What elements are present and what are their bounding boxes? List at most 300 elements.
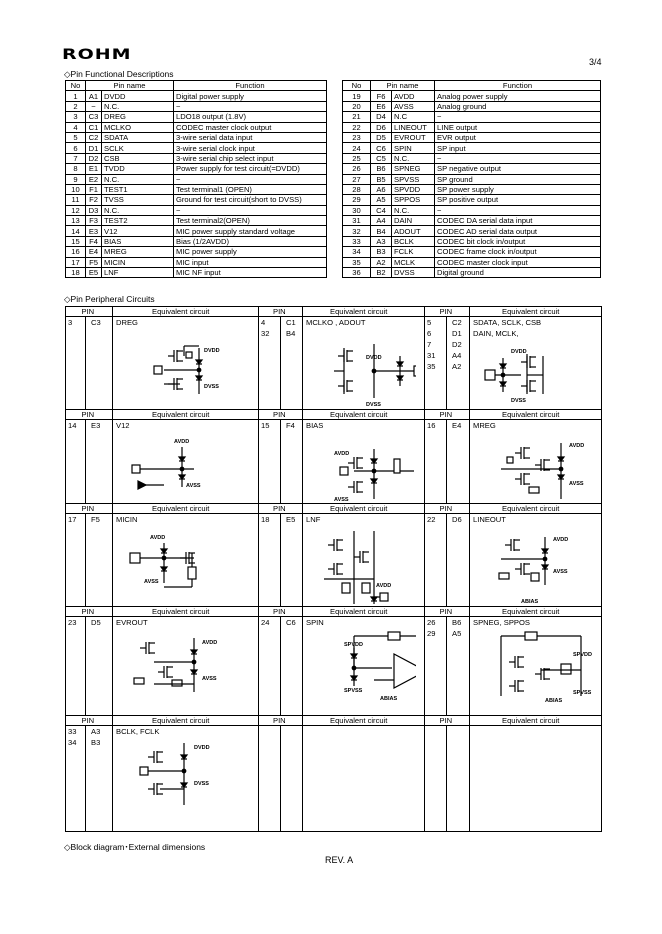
circuit-rail-label: DVSS (204, 384, 219, 390)
column-header-pin: PIN (273, 410, 286, 419)
pin-names: BIAS (306, 421, 324, 430)
circuit-rail-label: ABIAS (545, 698, 563, 704)
column-header-pin: PIN (273, 607, 286, 616)
ball-id: B3 (371, 247, 392, 257)
pin-no: 25 (343, 153, 371, 163)
ball-id: C2 (452, 318, 462, 327)
pin-number: 34 (68, 738, 77, 747)
pin-no: 14 (66, 226, 86, 236)
pin-name: SCLK (102, 143, 174, 153)
circuit-rail-label: AVDD (150, 535, 166, 541)
column-header-equivalent-circuit: Equivalent circuit (152, 607, 210, 616)
column-header-equivalent-circuit: Equivalent circuit (330, 410, 388, 419)
pin-function: 3-wire serial clock input (174, 143, 327, 153)
ball-id: B3 (91, 738, 101, 747)
table-row (66, 153, 327, 163)
column-header-equivalent-circuit: Equivalent circuit (502, 607, 560, 616)
column-header-equivalent-circuit: Equivalent circuit (502, 716, 560, 725)
grid-line (601, 306, 602, 832)
table-row (66, 122, 327, 132)
pin-number: 3 (68, 318, 73, 327)
rohm-logo: ROHM (62, 46, 132, 63)
pin-name: N.C. (392, 153, 435, 163)
column-header-equivalent-circuit: Equivalent circuit (152, 504, 210, 513)
grid-line (85, 513, 86, 606)
pin-name: DVDD (102, 91, 174, 101)
pin-no: 8 (66, 164, 86, 174)
ball-id: F5 (86, 257, 102, 267)
column-header-pin: PIN (81, 504, 95, 513)
pin-number: 32 (261, 329, 270, 338)
pin-name: N.C. (102, 174, 174, 184)
grid-line (302, 409, 303, 503)
block-diagram-title: ◇Block diagram･External dimensions (64, 842, 206, 852)
pin-name: AVDD (392, 91, 435, 101)
circuit-rail-label: AVDD (569, 443, 585, 449)
circuit-rail-label: AVSS (144, 579, 159, 585)
pin-function: MIC power supply (174, 247, 327, 257)
pin-names: SPIN (306, 618, 324, 627)
column-header-equivalent-circuit: Equivalent circuit (502, 504, 560, 513)
grid-line (302, 715, 303, 831)
pin-function: − (174, 101, 327, 111)
column-header-pin: PIN (81, 607, 95, 616)
circuit-rail-label: AVSS (186, 483, 201, 489)
pin-no: 12 (66, 205, 86, 215)
pin-no: 18 (66, 268, 86, 278)
ball-id: E1 (86, 164, 102, 174)
ball-id: C6 (371, 143, 392, 153)
circuit-rail-label: DVDD (194, 745, 210, 751)
column-header-equivalent-circuit: Equivalent circuit (152, 410, 210, 419)
column-header-equivalent-circuit: Equivalent circuit (502, 307, 560, 316)
ball-id: D4 (371, 112, 392, 122)
ball-id: B6 (371, 164, 392, 174)
ball-id: B4 (286, 329, 296, 338)
circuit-rail-label: ABIAS (380, 696, 398, 702)
ball-id: F3 (86, 216, 102, 226)
table-row (343, 101, 601, 111)
circuit-rail-label: AVDD (174, 439, 190, 445)
grid-line (424, 409, 425, 503)
ball-id: A5 (452, 629, 462, 638)
ball-id: A3 (91, 727, 101, 736)
table-row (343, 268, 601, 278)
pin-function: CODEC DA serial data input (435, 216, 601, 226)
pin-function: CODEC master clock output (174, 122, 327, 132)
grid-line (258, 409, 259, 503)
pin-function: CODEC AD serial data output (435, 226, 601, 236)
pin-function: − (435, 153, 601, 163)
pin-name: SPPOS (392, 195, 435, 205)
ball-id: B2 (371, 268, 392, 278)
ball-id: F1 (86, 184, 102, 194)
ball-id: C4 (371, 205, 392, 215)
pin-function: MIC power supply standard voltage (174, 226, 327, 236)
table-row (66, 268, 327, 278)
ball-id: C3 (86, 112, 102, 122)
equivalent-circuit-diagram (481, 626, 593, 713)
column-header-pin: PIN (439, 504, 453, 513)
grid-line (302, 503, 303, 606)
circuit-rail-label: AVDD (202, 640, 218, 646)
pin-no: 36 (343, 268, 371, 278)
column-header-equivalent-circuit: Equivalent circuit (330, 504, 388, 513)
pin-no: 4 (66, 122, 86, 132)
pin-function: EVR output (435, 132, 601, 142)
ball-id: E3 (86, 226, 102, 236)
table-row (66, 236, 327, 246)
table-row (66, 174, 327, 184)
pin-names: DREG (116, 318, 138, 327)
equivalent-circuit-diagram (314, 326, 416, 407)
ball-id: D1 (86, 143, 102, 153)
pin-number: 17 (68, 515, 77, 524)
ball-id: E4 (86, 247, 102, 257)
equivalent-circuit-diagram (124, 429, 250, 501)
pin-name: N.C. (102, 205, 174, 215)
ball-id: E5 (86, 268, 102, 278)
pin-no: 10 (66, 184, 86, 194)
pin-names: V12 (116, 421, 130, 430)
pin-function: Analog power supply (435, 91, 601, 101)
pin-function: − (174, 205, 327, 215)
pin-no: 6 (66, 143, 86, 153)
table-row (343, 164, 601, 174)
pin-name: SPVDD (392, 184, 435, 194)
pin-number: 5 (427, 318, 432, 327)
ball-id: D3 (86, 205, 102, 215)
table-row (66, 143, 327, 153)
pin-no: 23 (343, 132, 371, 142)
pin-name: V12 (102, 226, 174, 236)
table-row (66, 247, 327, 257)
pin-names: MCLKO , ADOUT (306, 318, 366, 327)
pin-name: MCLKO (102, 122, 174, 132)
pin-name: DAIN (392, 216, 435, 226)
column-header-no: No (66, 81, 86, 91)
column-header-equivalent-circuit: Equivalent circuit (330, 307, 388, 316)
grid-line (424, 306, 425, 409)
grid-line (112, 409, 113, 503)
grid-line (85, 725, 86, 831)
grid-line (280, 316, 281, 409)
ball-id: C2 (86, 132, 102, 142)
column-header-equivalent-circuit: Equivalent circuit (330, 716, 388, 725)
pin-names: MREG (473, 421, 496, 430)
table-row (343, 226, 601, 236)
ball-id: A6 (371, 184, 392, 194)
grid-line (85, 419, 86, 503)
grid-line (302, 606, 303, 715)
grid-line (65, 616, 601, 617)
pin-number: 4 (261, 318, 266, 327)
pin-names: BCLK, FCLK (116, 727, 160, 736)
pin-no: 1 (66, 91, 86, 101)
grid-line (112, 503, 113, 606)
grid-line (65, 831, 601, 832)
pin-function: SP positive output (435, 195, 601, 205)
grid-line (258, 606, 259, 715)
pin-no: 15 (66, 236, 86, 246)
grid-line (469, 503, 470, 606)
pin-name: TVDD (102, 164, 174, 174)
table-row (343, 153, 601, 163)
pin-no: 16 (66, 247, 86, 257)
ball-id: F5 (91, 515, 100, 524)
grid-line (258, 306, 259, 409)
pin-function: − (435, 205, 601, 215)
pin-no: 26 (343, 164, 371, 174)
pin-function-table-right (342, 80, 601, 278)
circuit-rail-label: AVSS (334, 497, 349, 501)
ball-id: F4 (286, 421, 295, 430)
table-row (343, 184, 601, 194)
pin-name: MCLK (392, 257, 435, 267)
column-header-pin: PIN (273, 716, 286, 725)
equivalent-circuit-diagram (124, 626, 250, 713)
ball-id: D6 (371, 122, 392, 132)
ball-id: D2 (452, 340, 462, 349)
pin-function-table-left (65, 80, 327, 278)
column-header-pin: PIN (81, 307, 95, 316)
ball-id: E5 (286, 515, 296, 524)
grid-line (112, 306, 113, 409)
pin-name: N.C. (392, 205, 435, 215)
pin-number: 23 (68, 618, 77, 627)
pin-function: MIC NF input (174, 268, 327, 278)
column-header-function: Function (174, 81, 327, 91)
pin-functions-title: ◇Pin Functional Descriptions (64, 69, 174, 79)
ball-id: C3 (91, 318, 101, 327)
pin-number: 35 (427, 362, 436, 371)
pin-function: MIC input (174, 257, 327, 267)
table-row (66, 226, 327, 236)
pin-no: 2 (66, 101, 86, 111)
pin-name: SPIN (392, 143, 435, 153)
ball-id: E3 (91, 421, 101, 430)
pin-function: SP negative output (435, 164, 601, 174)
table-row (343, 143, 601, 153)
ball-id: A5 (371, 195, 392, 205)
pin-name: FCLK (392, 247, 435, 257)
grid-line (469, 409, 470, 503)
pin-no: 13 (66, 216, 86, 226)
pin-function: Power supply for test circuit(=DVDD) (174, 164, 327, 174)
pin-peripheral-title: ◇Pin Peripheral Circuits (64, 294, 155, 304)
table-row (343, 236, 601, 246)
table-row (66, 195, 327, 205)
pin-function: CODEC frame clock in/output (435, 247, 601, 257)
pin-function: CODEC master clock input (435, 257, 601, 267)
column-header-pin: PIN (81, 410, 95, 419)
ball-id: D5 (91, 618, 101, 627)
ball-id: A4 (371, 216, 392, 226)
pin-name: N.C. (102, 101, 174, 111)
table-row (66, 101, 327, 111)
pin-names: DAIN, MCLK, (473, 329, 519, 338)
pin-number: 24 (261, 618, 270, 627)
table-row (66, 132, 327, 142)
circuit-rail-label: DVDD (366, 355, 382, 361)
pin-peripheral-circuit-grid (65, 306, 601, 831)
pin-no: 30 (343, 205, 371, 215)
grid-line (280, 616, 281, 715)
pin-name: MICIN (102, 257, 174, 267)
table-row (66, 91, 327, 101)
grid-line (258, 715, 259, 831)
grid-line (112, 606, 113, 715)
pin-names: LINEOUT (473, 515, 506, 524)
pin-no: 28 (343, 184, 371, 194)
pin-no: 31 (343, 216, 371, 226)
grid-line (65, 316, 601, 317)
pin-no: 3 (66, 112, 86, 122)
pin-no: 9 (66, 174, 86, 184)
circuit-rail-label: AVSS (202, 676, 217, 682)
pin-function: 3-wire serial data input (174, 132, 327, 142)
ball-id: B4 (371, 226, 392, 236)
table-row (343, 122, 601, 132)
table-row (66, 184, 327, 194)
pin-no: 34 (343, 247, 371, 257)
circuit-rail-label: SPVDD (344, 642, 363, 648)
table-row (66, 205, 327, 215)
ball-id: C6 (286, 618, 296, 627)
ball-id: A1 (86, 91, 102, 101)
table-row (343, 247, 601, 257)
table-row (343, 205, 601, 215)
column-header-equivalent-circuit: Equivalent circuit (330, 607, 388, 616)
revision-label: REV. A (325, 855, 354, 865)
equivalent-circuit-diagram (481, 429, 593, 501)
circuit-rail-label: SPVSS (344, 688, 363, 694)
ball-id: D2 (86, 153, 102, 163)
table-row (66, 112, 327, 122)
table-row (66, 164, 327, 174)
pin-function: LINE output (435, 122, 601, 132)
column-header-pin-name: Pin name (371, 81, 435, 91)
equivalent-circuit-diagram (481, 326, 593, 407)
grid-line (469, 715, 470, 831)
pin-function: 3-wire serial chip select input (174, 153, 327, 163)
pin-names: SDATA, SCLK, CSB (473, 318, 542, 327)
column-header-pin: PIN (439, 607, 453, 616)
grid-line (280, 419, 281, 503)
column-header-pin: PIN (439, 307, 453, 316)
pin-function: Test terminal2(OPEN) (174, 216, 327, 226)
pin-function: Digital power supply (174, 91, 327, 101)
ball-id: A2 (371, 257, 392, 267)
ball-id: E6 (371, 101, 392, 111)
grid-line (65, 419, 601, 420)
pin-function: Ground for test circuit(short to DVSS) (174, 195, 327, 205)
circuit-rail-label: AVDD (376, 583, 392, 589)
grid-line (85, 316, 86, 409)
circuit-rail-label: SPVDD (573, 652, 592, 658)
pin-function: SP power supply (435, 184, 601, 194)
pin-function: Analog ground (435, 101, 601, 111)
pin-number: 6 (427, 329, 432, 338)
equivalent-circuit-diagram (124, 523, 250, 604)
column-header-pin-name: Pin name (86, 81, 174, 91)
pin-number: 16 (427, 421, 436, 430)
pin-function: Test terminal1 (OPEN) (174, 184, 327, 194)
pin-names: EVROUT (116, 618, 148, 627)
circuit-rail-label: SPVSS (573, 690, 592, 696)
pin-name: TVSS (102, 195, 174, 205)
pin-number: 22 (427, 515, 436, 524)
ball-id: E4 (452, 421, 462, 430)
grid-line (446, 316, 447, 409)
ball-id: − (86, 101, 102, 111)
column-header-pin: PIN (439, 410, 453, 419)
grid-line (469, 606, 470, 715)
pin-no: 24 (343, 143, 371, 153)
pin-name: TEST1 (102, 184, 174, 194)
grid-line (65, 306, 66, 831)
equivalent-circuit-diagram (314, 429, 416, 501)
pin-name: AVSS (392, 101, 435, 111)
pin-name: TEST2 (102, 216, 174, 226)
circuit-rail-label: DVSS (511, 398, 526, 404)
pin-function: CODEC bit clock in/output (435, 236, 601, 246)
equivalent-circuit-diagram (481, 523, 593, 604)
pin-names: MICIN (116, 515, 138, 524)
ball-id: B6 (452, 618, 462, 627)
circuit-rail-label: ABIAS (521, 599, 539, 604)
circuit-rail-label: AVDD (334, 451, 350, 457)
pin-name: DREG (102, 112, 174, 122)
equivalent-circuit-diagram (314, 523, 416, 604)
ball-id: D6 (452, 515, 462, 524)
pin-no: 20 (343, 101, 371, 111)
pin-name: ADOUT (392, 226, 435, 236)
circuit-rail-label: DVSS (366, 402, 381, 407)
pin-function: Bias (1/2AVDD) (174, 236, 327, 246)
pin-no: 22 (343, 122, 371, 132)
grid-line (65, 513, 601, 514)
pin-number: 31 (427, 351, 436, 360)
circuit-rail-label: DVDD (204, 348, 220, 354)
pin-name: BCLK (392, 236, 435, 246)
grid-line (446, 616, 447, 715)
ball-id: A4 (452, 351, 462, 360)
circuit-rail-label: DVSS (194, 781, 209, 787)
ball-id: F6 (371, 91, 392, 101)
pin-no: 7 (66, 153, 86, 163)
pin-name: SPVSS (392, 174, 435, 184)
pin-number: 14 (68, 421, 77, 430)
equivalent-circuit-diagram (124, 735, 250, 829)
grid-line (446, 725, 447, 831)
ball-id: F4 (86, 236, 102, 246)
circuit-rail-label: AVSS (553, 569, 568, 575)
pin-no: 19 (343, 91, 371, 101)
ball-id: B5 (371, 174, 392, 184)
pin-no: 35 (343, 257, 371, 267)
circuit-rail-label: DVDD (511, 349, 527, 355)
grid-line (424, 503, 425, 606)
table-row (66, 257, 327, 267)
table-row (343, 132, 601, 142)
grid-line (302, 306, 303, 409)
ball-id: C1 (86, 122, 102, 132)
grid-line (280, 513, 281, 606)
pin-function: LDO18 output (1.8V) (174, 112, 327, 122)
pin-number: 33 (68, 727, 77, 736)
pin-function: − (435, 112, 601, 122)
